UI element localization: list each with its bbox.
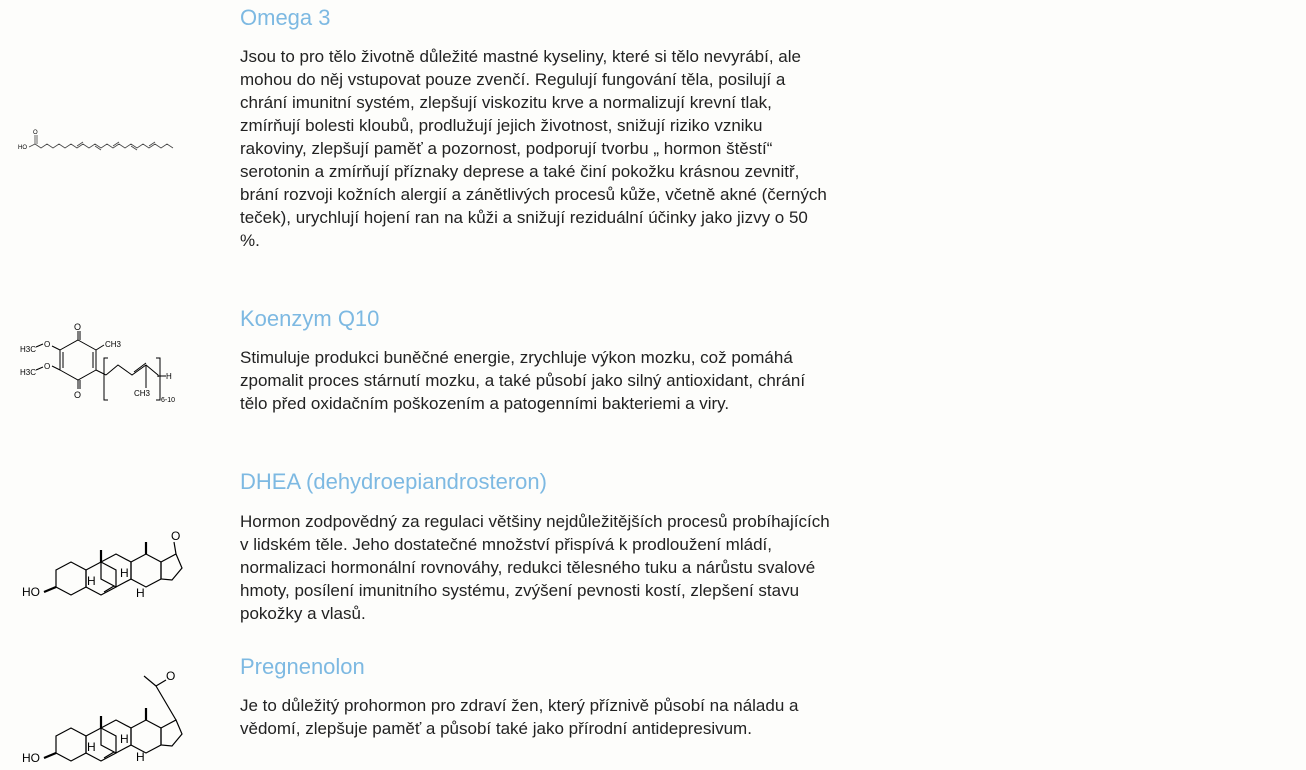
section-heading-dhea: DHEA (dehydroepiandrosteron) [240, 469, 547, 494]
svg-text:O: O [74, 390, 82, 400]
svg-text:O: O [33, 130, 38, 136]
svg-text:O: O [166, 669, 176, 683]
section-omega-3 [0, 0, 900, 290]
svg-text:O: O [171, 529, 181, 543]
svg-text:CH3: CH3 [105, 340, 122, 349]
svg-text:H3C: H3C [20, 345, 37, 354]
dhea-structure-image [16, 492, 186, 602]
omega-3-structure-image [16, 128, 186, 158]
svg-text:CH3: CH3 [134, 389, 151, 398]
svg-text:H: H [136, 586, 145, 600]
section-koenzym-q10 [0, 290, 900, 460]
svg-text:HO: HO [22, 585, 40, 599]
section-text-pregnenolon: Je to důležitý prohormon pro zdraví žen, který příznivě působí na náladu a vědomí, zlepšuje paměť a působí také jako přírodní antidepresivum. [240, 696, 799, 738]
section-heading-koenzym-q10: Koenzym Q10 [240, 306, 380, 331]
section-pregnenolon [0, 640, 900, 770]
svg-text:O: O [74, 322, 82, 332]
section-text-koenzym-q10: Stimuluje produkci buněčné energie, zrychluje výkon mozku, což pomáhá zpomalit proces stárnutí mozku, a také působí jako silný antioxidant, chrání tělo před oxidačním poškozením a patogenními bakteriemi a viry. [240, 348, 806, 413]
svg-text:HO: HO [18, 145, 27, 151]
svg-text:6-10: 6-10 [161, 397, 176, 404]
section-heading-omega-3: Omega 3 [240, 5, 331, 30]
svg-text:O: O [44, 340, 51, 349]
svg-text:O: O [44, 362, 51, 371]
section-text-omega-3: Jsou to pro tělo životně důležité mastné kyseliny, které si tělo nevyrábí, ale mohou do něj vstupovat pouze zvenčí. Regulují fungování těla, posilují a chrání imunitní systém, zlepšují viskozitu krve a normalizují krevní tlak, zmírňují bolesti kloubů, prodlužují jejich životnost, snižují riziko vzniku rakoviny, zlepšují paměť a pozornost, podporují tvorbu „ hormon štěstí“ serotonin a zmírňují příznaky deprese a také činí pokožku krásnou zevnitř, brání rozvoji kožních alergií a zánětlivých procesů kůže, včetně akné (černých teček), urychlují hojení ran na kůži a snižují reziduální účinky jako jizvy o 50 %. [240, 47, 827, 250]
section-heading-pregnenolon: Pregnenolon [240, 654, 365, 679]
svg-text:H: H [136, 750, 145, 763]
svg-text:H: H [120, 566, 129, 580]
svg-text:H3C: H3C [20, 368, 37, 377]
svg-text:H: H [87, 574, 96, 588]
section-dhea [0, 460, 900, 640]
svg-text:HO: HO [22, 751, 40, 763]
pregnenolon-structure-image [16, 658, 186, 763]
section-text-dhea: Hormon zodpovědný za regulaci většiny nejdůležitějších procesů probíhajících v lidském těle. Jeho dostatečné množství přispívá k prodloužení mládí, normalizaci hormonální rovnováhy, redukci tělesného tuku a nárůstu svalové hmoty, posílení imunitního systému, zvýšení pevnosti kostí, zlepšení stavu pokožky a vlasů. [240, 512, 830, 623]
koenzym-q10-structure-image [16, 320, 196, 415]
svg-text:H: H [87, 740, 96, 754]
svg-text:H: H [166, 372, 172, 381]
svg-text:H: H [120, 732, 129, 746]
